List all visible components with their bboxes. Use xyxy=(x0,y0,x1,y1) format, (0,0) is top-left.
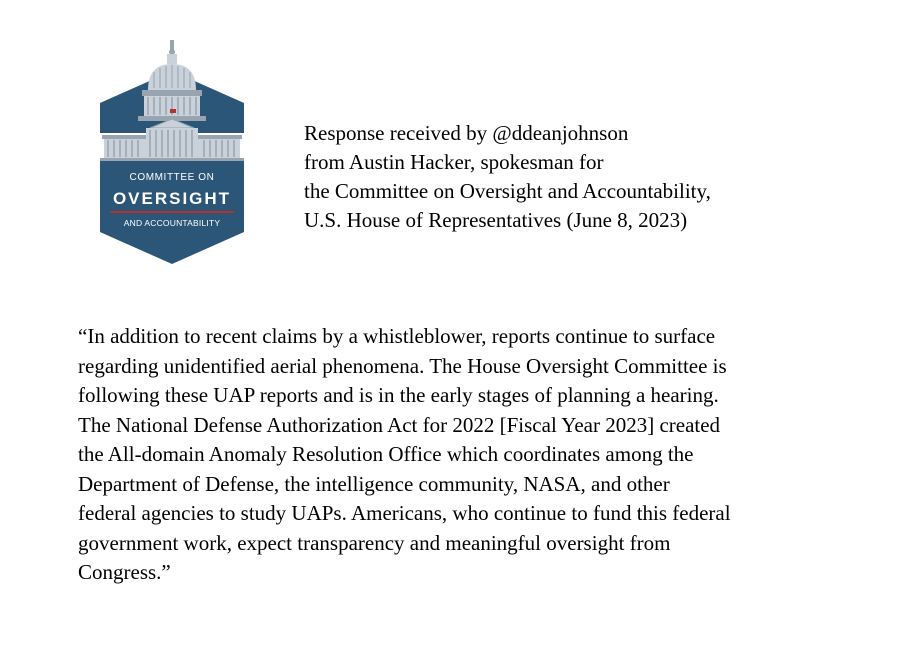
header-line: from Austin Hacker, spokesman for xyxy=(304,150,604,174)
response-header xyxy=(304,119,711,235)
logo-line-1: COMMITTEE ON xyxy=(129,172,215,183)
quote-line: regarding unidentified aerial phenomena. The House Oversight Committee is xyxy=(78,353,727,378)
quote-line: “In addition to recent claims by a whistleblower, reports continue to surface xyxy=(78,324,716,348)
capitol-seal-icon xyxy=(80,40,264,265)
statement-quote xyxy=(78,322,868,588)
header-line: Response received by @ddeanjohnson xyxy=(304,121,629,145)
quote-line: Department of Defense, the intelligence community, NASA, and other xyxy=(78,471,670,496)
header-line: U.S. House of Representatives (June 8, 2023) xyxy=(304,208,688,232)
quote-line: following these UAP reports and is in the early stages of planning a hearing. xyxy=(78,383,719,407)
committee-logo xyxy=(80,40,264,265)
quote-line: the All-domain Anomaly Resolution Office which coordinates among the xyxy=(78,442,694,466)
quote-line: government work, expect transparency and meaningful oversight from xyxy=(78,530,671,555)
header-line: the Committee on Oversight and Accountability, xyxy=(304,179,711,203)
logo-red-rule xyxy=(110,211,234,213)
quote-line: federal agencies to study UAPs. Americans, who continue to fund this federal xyxy=(78,501,731,525)
logo-line-2: OVERSIGHT xyxy=(112,189,232,208)
quote-line: The National Defense Authorization Act for 2022 [Fiscal Year 2023] created xyxy=(78,412,721,437)
logo-line-3: AND ACCOUNTABILITY xyxy=(123,218,221,228)
quote-line: Congress.” xyxy=(78,560,171,584)
